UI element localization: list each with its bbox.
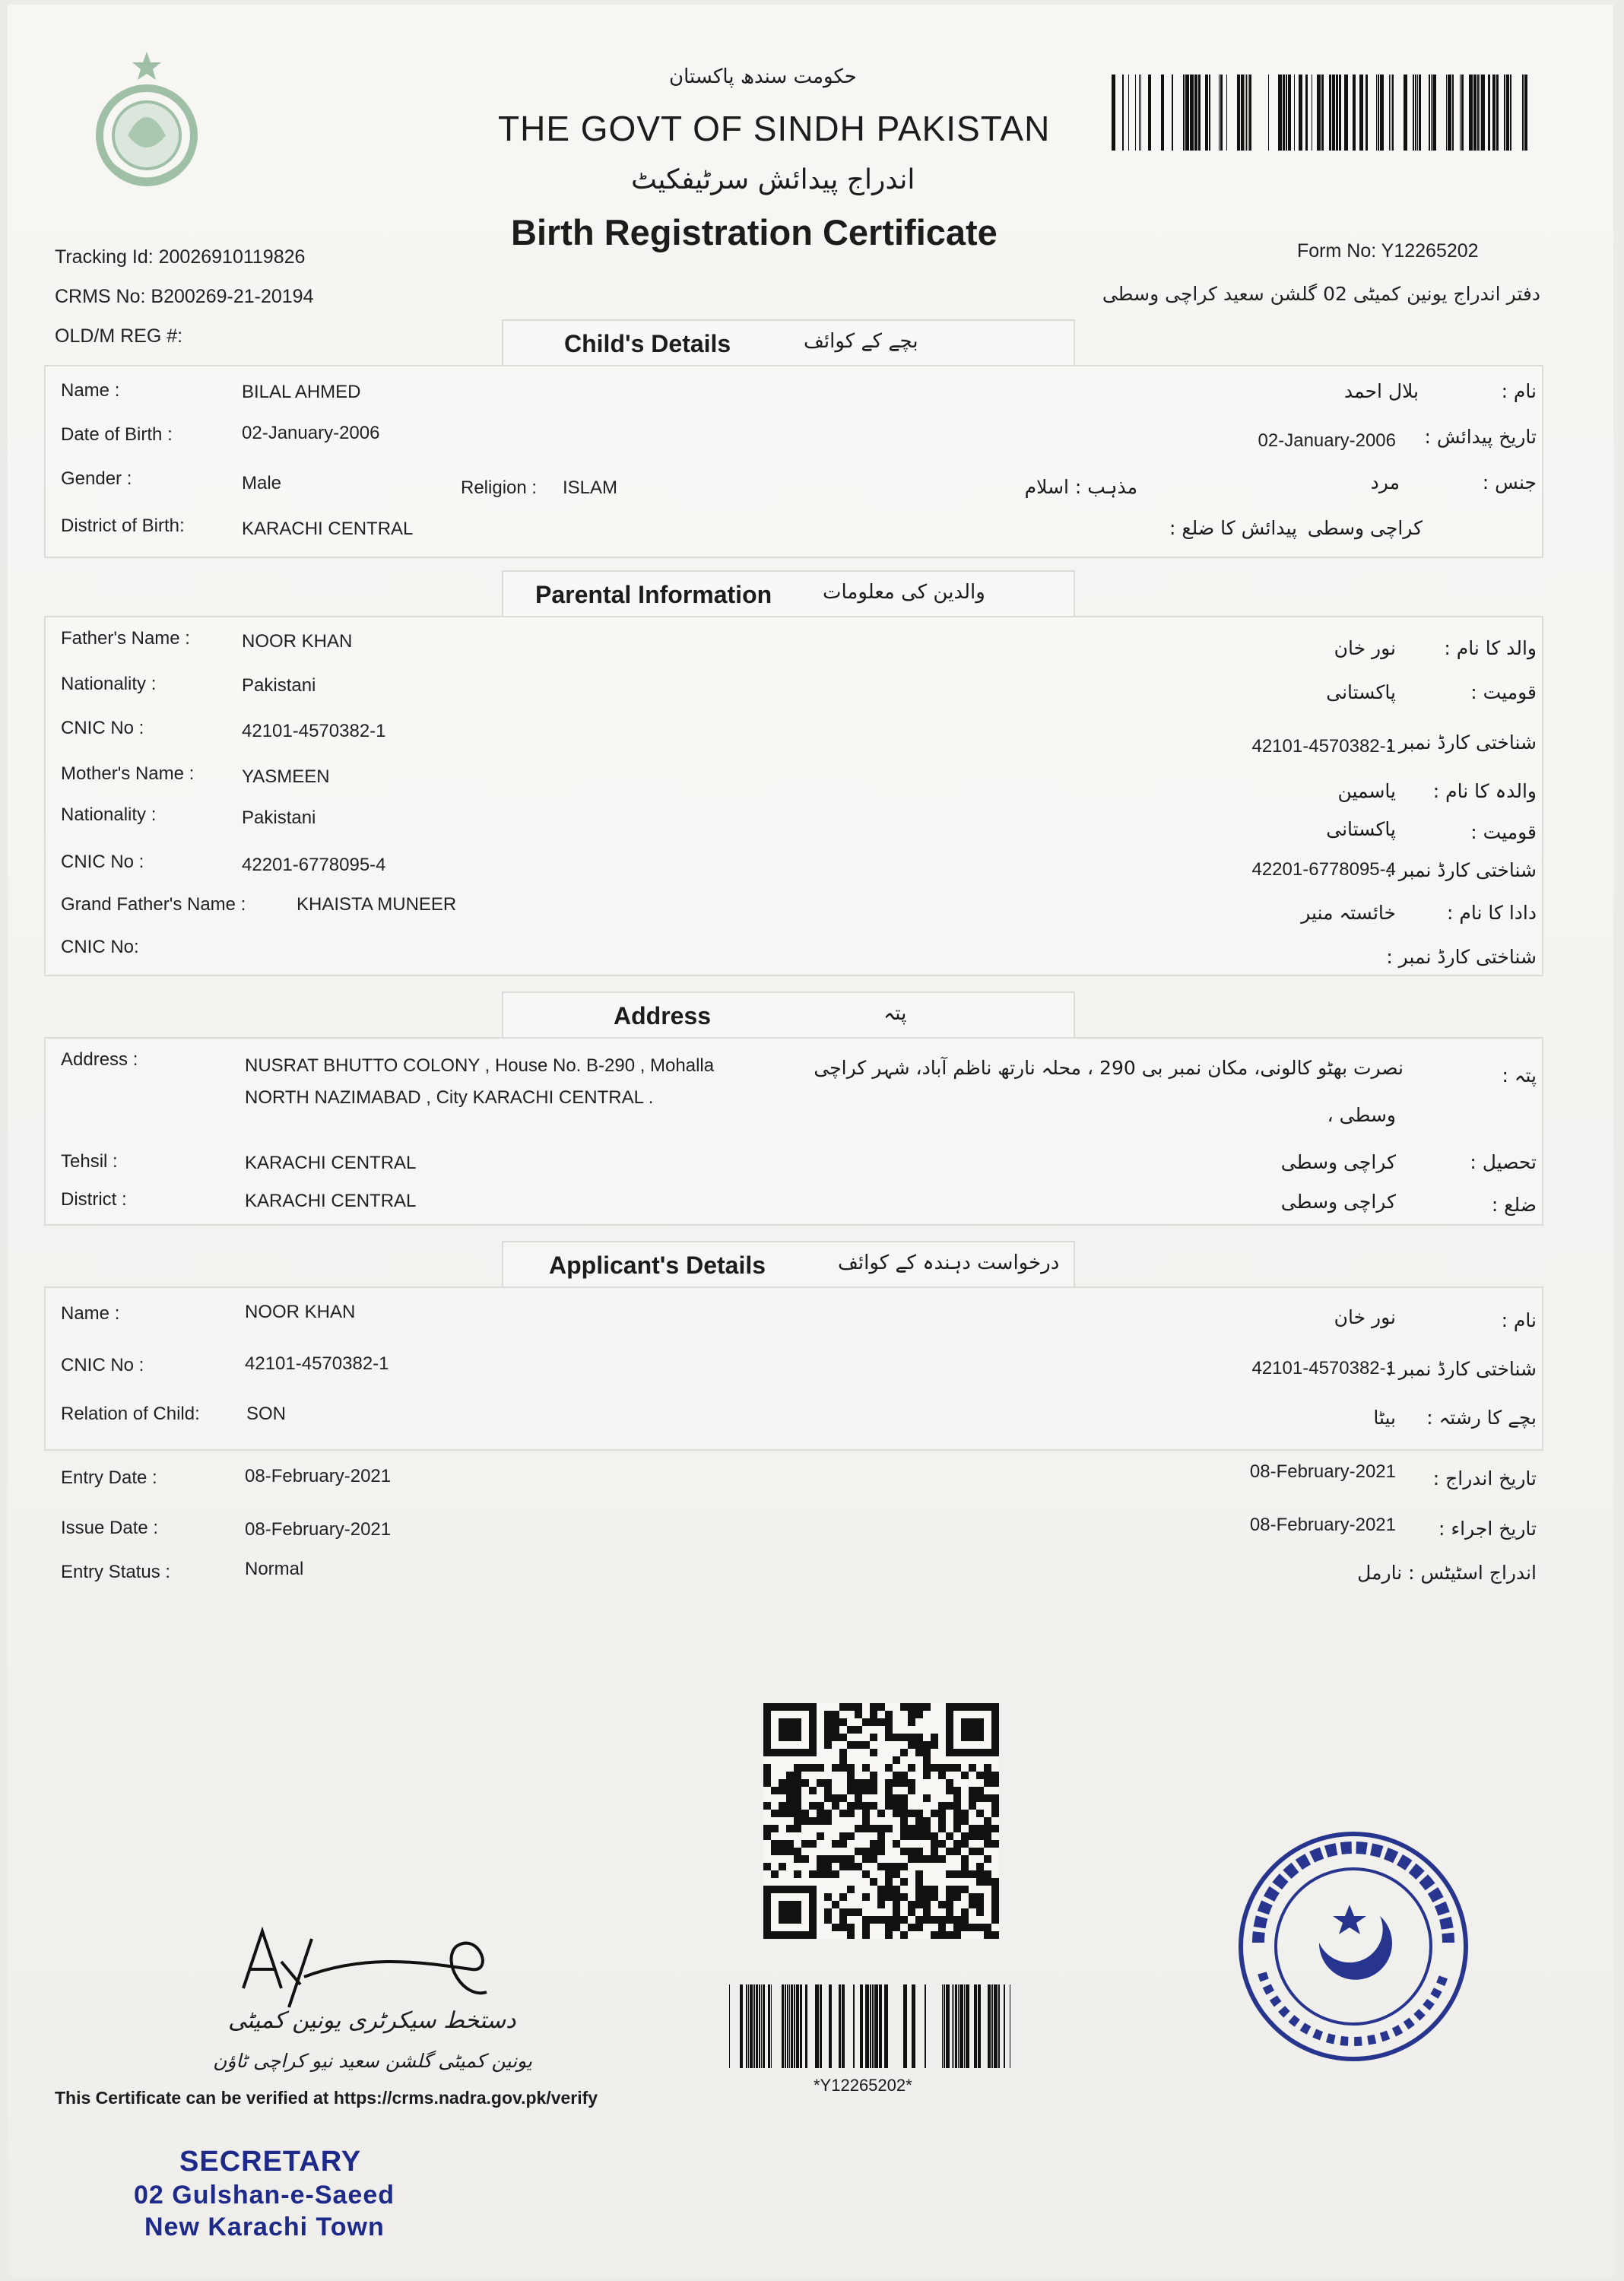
bottom-barcode — [726, 1984, 1017, 2068]
father-nationality-label-urdu: قومیت : — [1470, 681, 1537, 703]
issue-date-label: Issue Date : — [61, 1518, 159, 1538]
parental-info-header — [502, 570, 1075, 617]
entry-status-value: Normal — [245, 1559, 304, 1579]
union-committee-stamp — [1228, 1829, 1479, 2064]
mother-nationality-label: Nationality : — [61, 804, 157, 825]
father-cnic-value: 42101-4570382-1 — [242, 721, 386, 741]
address-district-label-urdu: ضلع : — [1491, 1194, 1537, 1216]
issue-date-value: 08-February-2021 — [245, 1519, 392, 1540]
applicant-heading: Applicant's Details — [549, 1252, 766, 1279]
govt-urdu-title: حکومت سندھ پاکستان — [669, 65, 857, 88]
secretary-signature — [228, 1916, 502, 2022]
crms-number: CRMS No: B200269-21-20194 — [55, 286, 314, 307]
father-cnic-label: CNIC No : — [61, 718, 144, 738]
address-heading: Address — [614, 1002, 712, 1029]
applicant-name-value: NOOR KHAN — [245, 1302, 356, 1322]
grandfather-cnic-label-urdu: شناختی کارڈ نمبر : — [1386, 946, 1537, 968]
top-barcode — [1112, 75, 1537, 151]
barcode-text: *Y12265202* — [814, 2076, 912, 2095]
signature-urdu-line1: دستخط سیکرٹری یونین کمیٹی — [228, 2007, 516, 2034]
tehsil-value: KARACHI CENTRAL — [245, 1153, 417, 1173]
cert-urdu-title: اندراج پیدائش سرٹیفکیٹ — [631, 164, 915, 195]
applicant-name-urdu: نور خان — [1334, 1306, 1396, 1328]
signature-urdu-line2: یونین کمیٹی گلشن سعید نیو کراچی ٹاؤن — [213, 2050, 532, 2072]
mother-name-label-urdu: والدہ کا نام : — [1432, 780, 1537, 802]
address-district-label: District : — [61, 1189, 127, 1210]
relation-label: Relation of Child: — [61, 1404, 200, 1424]
entry-date-label: Entry Date : — [61, 1467, 157, 1488]
applicant-name-label: Name : — [61, 1303, 120, 1324]
form-number: Form No: Y12265202 — [1297, 240, 1479, 262]
address-heading-urdu: پتہ — [883, 1002, 907, 1025]
issue-date-label-urdu: تاریخ اجراء : — [1438, 1518, 1537, 1540]
child-name-value: BILAL AHMED — [242, 382, 361, 402]
address-urdu-line1: نصرت بھٹو کالونی، مکان نمبر بی 290 ، محلہ نارتھ ناظم آباد، شہر کراچی — [814, 1057, 1404, 1079]
verify-note: This Certificate can be verified at https://crms.nadra.gov.pk/verify — [55, 2088, 598, 2108]
entry-date-right: 08-February-2021 — [1249, 1461, 1396, 1482]
tehsil-urdu: کراچی وسطی — [1280, 1151, 1396, 1173]
father-name-label-urdu: والد کا نام : — [1444, 637, 1537, 659]
office-urdu: دفتر اندراج یونین کمیٹی 02 گلشن سعید کراچی وسطی — [1102, 283, 1540, 305]
issue-date-right: 08-February-2021 — [1249, 1515, 1396, 1535]
mother-nationality-urdu: پاکستانی — [1326, 818, 1396, 840]
religion-value: ISLAM — [563, 477, 618, 498]
grandfather-name-urdu: خائستہ منیر — [1301, 902, 1396, 924]
father-cnic-label-urdu: شناختی کارڈ نمبر : — [1386, 731, 1537, 753]
applicant-header — [502, 1241, 1075, 1288]
old-reg-number: OLD/M REG #: — [55, 325, 183, 347]
applicant-name-label-urdu: نام : — [1501, 1309, 1537, 1331]
birth-district-label-urdu: پیدائش کا ضلع : — [1169, 517, 1297, 539]
applicant-cnic-label-urdu: شناختی کارڈ نمبر : — [1386, 1358, 1537, 1380]
relation-urdu: بیٹا — [1373, 1407, 1396, 1429]
parental-info-heading-urdu: والدین کی معلومات — [823, 581, 985, 604]
mother-name-urdu: یاسمین — [1337, 780, 1396, 802]
gender-value: Male — [242, 473, 282, 493]
mother-nationality-value: Pakistani — [242, 807, 316, 828]
secretary-office-line2: New Karachi Town — [144, 2213, 385, 2241]
mother-cnic-label: CNIC No : — [61, 852, 144, 872]
mother-cnic-value: 42201-6778095-4 — [242, 855, 386, 875]
child-name-label: Name : — [61, 380, 120, 401]
birth-district-label: District of Birth: — [61, 516, 185, 536]
mother-cnic-right: 42201-6778095-4 — [1251, 859, 1396, 880]
father-nationality-urdu: پاکستانی — [1326, 681, 1396, 703]
secretary-office-line1: 02 Gulshan-e-Saeed — [134, 2181, 395, 2210]
mother-name-value: YASMEEN — [242, 766, 330, 787]
qr-code — [763, 1703, 999, 1939]
address-district-value: KARACHI CENTRAL — [245, 1191, 417, 1211]
gender-label: Gender : — [61, 468, 132, 489]
gender-urdu: مرد — [1370, 471, 1400, 493]
relation-value: SON — [246, 1404, 287, 1424]
father-name-label: Father's Name : — [61, 628, 190, 649]
address-urdu-line2: وسطی ، — [1327, 1104, 1396, 1126]
entry-status-urdu: اندراج اسٹیٹس : نارمل — [1357, 1562, 1537, 1584]
child-details-heading-urdu: بچے کے کوائف — [804, 330, 918, 353]
address-label: Address : — [61, 1049, 138, 1070]
mother-cnic-label-urdu: شناختی کارڈ نمبر : — [1386, 859, 1537, 881]
grandfather-cnic-label: CNIC No: — [61, 937, 139, 957]
tracking-id: Tracking Id: 20026910119826 — [55, 246, 306, 268]
address-line1: NUSRAT BHUTTO COLONY , House No. B-290 , Mohalla — [245, 1055, 715, 1076]
entry-status-label: Entry Status : — [61, 1562, 171, 1582]
govt-title: THE GOVT OF SINDH PAKISTAN — [498, 109, 1051, 148]
child-details-heading: Child's Details — [564, 330, 731, 357]
address-district-urdu: کراچی وسطی — [1280, 1191, 1396, 1213]
applicant-cnic-right: 42101-4570382-1 — [1251, 1358, 1396, 1378]
father-nationality-value: Pakistani — [242, 675, 316, 696]
dob-label: Date of Birth : — [61, 424, 173, 445]
child-name-urdu: بلال احمد — [1344, 380, 1419, 402]
address-line2: NORTH NAZIMABAD , City KARACHI CENTRAL . — [245, 1087, 654, 1108]
applicant-cnic-label: CNIC No : — [61, 1355, 144, 1375]
mother-nationality-label-urdu: قومیت : — [1470, 821, 1537, 843]
child-details-header — [502, 319, 1075, 366]
dob-value-right: 02-January-2006 — [1258, 430, 1396, 451]
entry-date-value: 08-February-2021 — [245, 1466, 392, 1486]
grandfather-name-label-urdu: دادا کا نام : — [1447, 902, 1537, 924]
secretary-title: SECRETARY — [179, 2146, 362, 2178]
sindh-govt-logo — [90, 46, 204, 198]
parental-info-heading: Parental Information — [535, 581, 772, 608]
applicant-cnic-value: 42101-4570382-1 — [245, 1353, 389, 1374]
birth-district-urdu: کراچی وسطی — [1307, 517, 1423, 539]
father-cnic-right: 42101-4570382-1 — [1251, 736, 1396, 757]
gender-label-urdu: جنس : — [1482, 471, 1537, 493]
applicant-heading-urdu: درخواست دہندہ کے کوائف — [838, 1252, 1060, 1274]
tehsil-label-urdu: تحصیل : — [1470, 1151, 1537, 1173]
address-header — [502, 991, 1075, 1039]
entry-date-label-urdu: تاریخ اندراج : — [1432, 1467, 1537, 1489]
address-label-urdu: پتہ : — [1502, 1064, 1537, 1087]
father-name-urdu: نور خان — [1334, 637, 1396, 659]
mother-name-label: Mother's Name : — [61, 763, 195, 784]
certificate-title: Birth Registration Certificate — [511, 212, 998, 252]
grandfather-name-value: KHAISTA MUNEER — [297, 894, 457, 915]
tehsil-label: Tehsil : — [61, 1151, 118, 1172]
grandfather-name-label: Grand Father's Name : — [61, 894, 246, 915]
birth-district-value: KARACHI CENTRAL — [242, 519, 414, 539]
father-nationality-label: Nationality : — [61, 674, 157, 694]
dob-label-urdu: تاریخ پیدائش : — [1424, 426, 1537, 448]
religion-urdu: مذہب : اسلام — [1024, 476, 1137, 498]
religion-label: Religion : — [461, 477, 538, 498]
child-name-label-urdu: نام : — [1501, 380, 1537, 402]
father-name-value: NOOR KHAN — [242, 631, 353, 652]
relation-label-urdu: بچے کا رشتہ : — [1426, 1407, 1537, 1429]
dob-value: 02-January-2006 — [242, 423, 380, 443]
